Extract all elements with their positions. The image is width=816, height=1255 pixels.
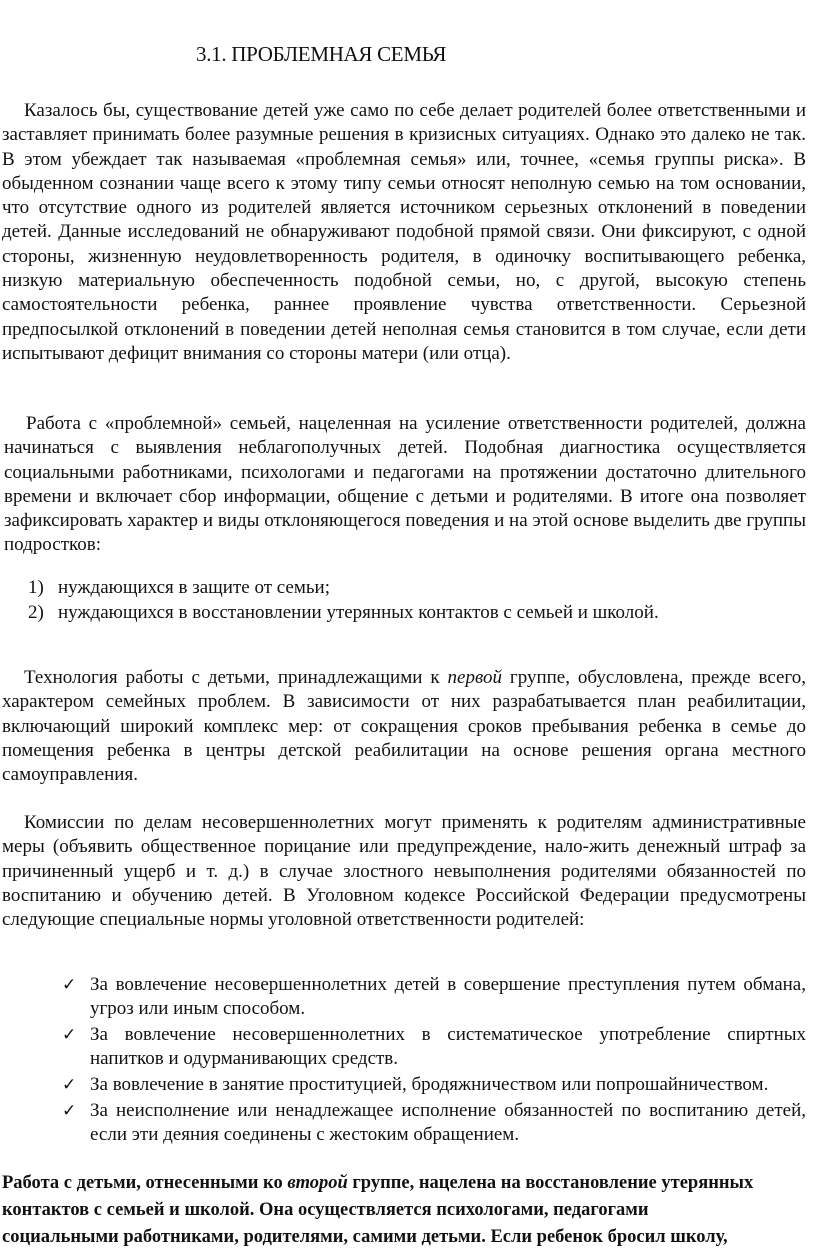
emphasis-first: первой xyxy=(447,667,502,688)
bold-text: группе, нацелена на восстановление утерянных xyxy=(347,1173,754,1193)
check-mark-icon: ✓ xyxy=(62,1100,77,1121)
list-item-text: За вовлечение несовершеннолетних в систематическое употребление спиртных напитков и одурманивающих средств. xyxy=(90,1024,806,1070)
bold-line: контактов с семьей и школой. Она осуществляется психологами, педагогами xyxy=(2,1200,649,1220)
bold-line: социальными работниками, родителями, самими детьми. Если ребенок бросил школу, xyxy=(2,1227,728,1247)
section-title: 3.1. ПРОБЛЕМНАЯ СЕМЬЯ xyxy=(196,42,447,66)
check-mark-icon: ✓ xyxy=(62,1025,77,1046)
list-item xyxy=(28,576,808,600)
list-item xyxy=(62,973,806,1022)
list-item-text: нуждающихся в восстановлении утерянных контактов с семьей и школой. xyxy=(58,602,659,624)
paragraph-text: Технология работы с детьми, принадлежащими к xyxy=(24,667,448,688)
bold-text: Работа с детьми, отнесенными ко xyxy=(2,1173,288,1193)
bold-line xyxy=(2,1170,806,1197)
paragraph-first-group xyxy=(2,666,806,787)
list-number: 2) xyxy=(28,602,44,624)
liability-list xyxy=(62,973,806,1149)
list-item xyxy=(62,1099,806,1148)
check-mark-icon: ✓ xyxy=(62,975,77,995)
list-item-text: За вовлечение несовершеннолетних детей в совершение преступления путем обмана, угроз или иным способом. xyxy=(90,974,806,1020)
paragraph-commissions: Комиссии по делам несовершеннолетних могут применять к родителям административные меры (объявить общественное порицание или предупреждение, нало-жить денежный штраф за причиненный ущерб и т. д.) в случае злостного невыполнения родителями обязанностей по воспитанию и обучению детей. В Уголовном кодексе Российской Федерации предусмотрены следующие специальные нормы уголовной ответственности родителей: xyxy=(2,812,806,931)
check-mark-icon: ✓ xyxy=(62,1075,77,1096)
paragraph-diagnostics: Работа с «проблемной» семьей, нацеленная на усиление ответственности родителей, должна начинаться с выявления неблагополучных детей. Подобная диагностика осуществляется социальными работниками, психологами и педагогами на протяжении достаточно длительного времени и включает сбор информации, общение с детьми и родителями. В итоге она позволяет зафиксировать характер и виды отклоняющегося поведения и на этой основе выделить две группы подростков: xyxy=(4,413,806,556)
list-item xyxy=(28,601,808,625)
list-item-text: За вовлечение в занятие проституцией, бродяжничеством или попрошайничеством. xyxy=(90,1074,769,1096)
paragraph-text: группе, обусловлена, прежде всего, характером семейных проблем. В зависимости от них разрабатывается план реабилитации, включающий широкий комплекс мер: от сокращения сроков пребывания ребенка в семье до помещения ребенка в центры детской реабилитации на основе решения органа местного самоуправления. xyxy=(2,667,807,786)
list-item xyxy=(62,1073,806,1097)
emphasis-second: второй xyxy=(287,1173,348,1193)
paragraph-second-group xyxy=(2,1170,806,1251)
teen-groups-list xyxy=(28,576,808,627)
list-item-text: нуждающихся в защите от семьи; xyxy=(58,577,330,598)
paragraph-problem-family: Казалось бы, существование детей уже само по себе делает родителей более ответственными и заставляет принимать более разумные решения в кризисных ситуациях. Однако это далеко не так. В этом убеждает так называемая «проблемная семья» или, точнее, «семья группы риска». В обыденном сознании чаще всего к этому типу семьи относят неполную семью на том основании, что отсутствие одного из родителей является источником серьезных отклонений в поведении детей. Данные исследований не обнаруживают подобной прямой связи. Они фиксируют, с одной стороны, жизненную неудовлетворенность родителя, в одиночку воспитывающего ребенка, низкую материальную обеспеченность подобной семьи, но, с другой, высокую степень самостоятельности ребенка, раннее проявление чувства ответственности. Серьезной предпосылкой отклонений в поведении детей неполная семья становится в том случае, если дети испытывают дефицит внимания со стороны матери (или отца). xyxy=(2,100,806,364)
list-item xyxy=(62,1023,806,1072)
list-item-text: За неисполнение или ненадлежащее исполнение обязанностей по воспитанию детей, если эти деяния соединены с жестоким обращением. xyxy=(90,1099,806,1146)
list-number: 1) xyxy=(28,577,44,598)
